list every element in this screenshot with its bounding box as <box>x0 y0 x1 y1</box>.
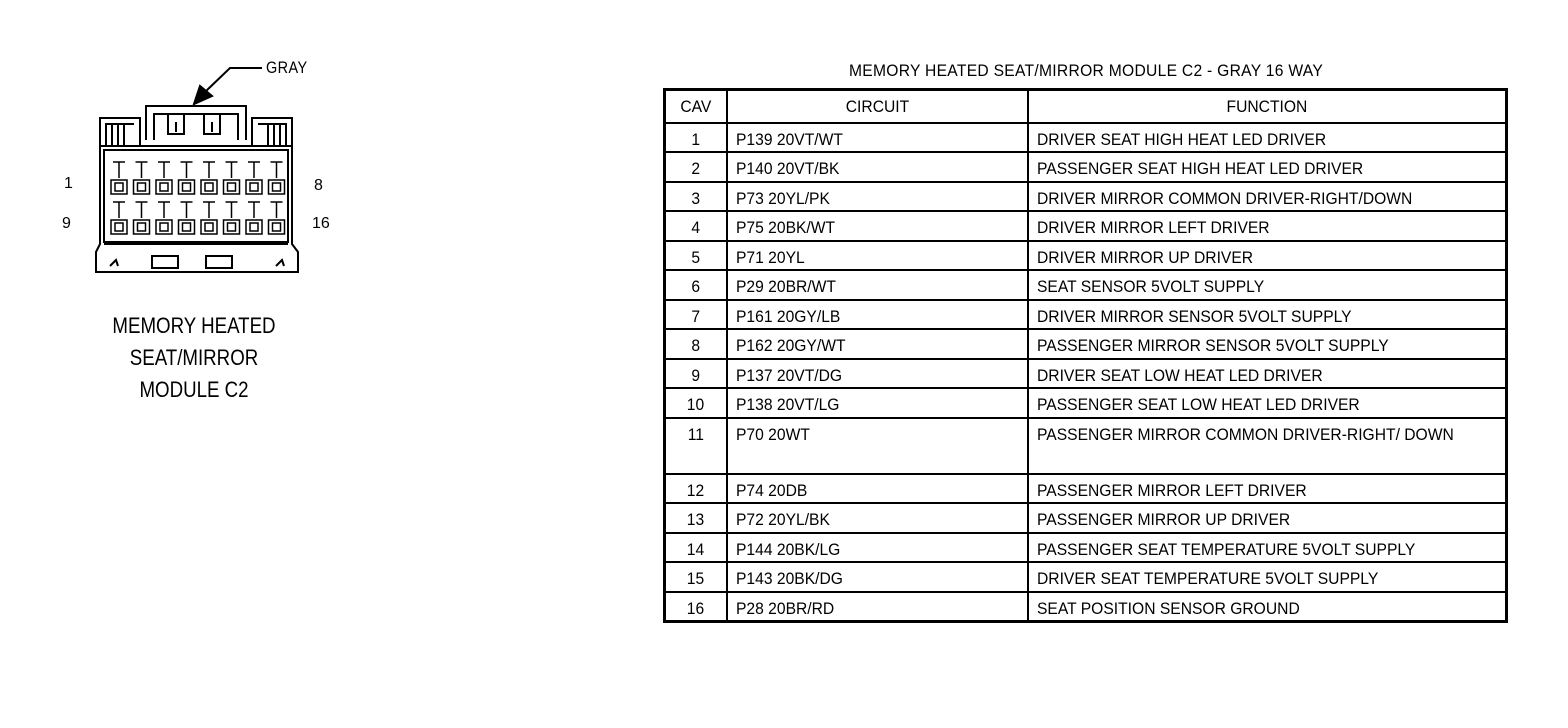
cav-cell: 7 <box>665 300 727 330</box>
cav-cell: 4 <box>665 211 727 241</box>
cav-cell: 2 <box>665 152 727 182</box>
function-cell: PASSENGER SEAT TEMPERATURE 5VOLT SUPPLY <box>1028 533 1507 563</box>
circuit-cell: P72 20YL/BK <box>727 503 1028 533</box>
cavity-row-bottom <box>111 202 285 234</box>
circuit-cell: P70 20WT <box>727 418 1028 474</box>
cavity-terminal <box>228 223 236 231</box>
table-row <box>665 418 1507 474</box>
function-cell: PASSENGER SEAT HIGH HEAT LED DRIVER <box>1028 152 1507 182</box>
table-header-row <box>665 90 1507 123</box>
circuit-cell: P161 20GY/LB <box>727 300 1028 330</box>
function-cell: PASSENGER MIRROR UP DRIVER <box>1028 503 1507 533</box>
cavity <box>156 220 172 234</box>
caption-line: MODULE C2 <box>139 377 249 402</box>
cavity-latch <box>271 202 283 218</box>
cav-cell: 12 <box>665 474 727 504</box>
cavity-latch <box>271 162 283 178</box>
cavity-latch <box>181 202 193 218</box>
cavity <box>269 180 285 194</box>
cavity <box>224 220 240 234</box>
cav-cell: 16 <box>665 592 727 622</box>
cavity-terminal <box>183 183 191 191</box>
cavity <box>134 220 150 234</box>
cavity-terminal <box>205 223 213 231</box>
table-row <box>665 123 1507 153</box>
circuit-cell: P28 20BR/RD <box>727 592 1028 622</box>
cavity-terminal <box>273 223 281 231</box>
function-cell: PASSENGER SEAT LOW HEAT LED DRIVER <box>1028 388 1507 418</box>
function-cell: DRIVER MIRROR LEFT DRIVER <box>1028 211 1507 241</box>
circuit-cell: P144 20BK/LG <box>727 533 1028 563</box>
cavity-latch <box>136 162 148 178</box>
cavity-terminal <box>205 183 213 191</box>
cavity-terminal <box>160 183 168 191</box>
cav-cell: 14 <box>665 533 727 563</box>
cav-cell: 9 <box>665 359 727 389</box>
circuit-cell: P29 20BR/WT <box>727 270 1028 300</box>
pinout-table <box>663 88 1508 623</box>
circuit-cell: P137 20VT/DG <box>727 359 1028 389</box>
table-row <box>665 388 1507 418</box>
table-row <box>665 533 1507 563</box>
cavity <box>224 180 240 194</box>
function-cell: DRIVER MIRROR COMMON DRIVER-RIGHT/DOWN <box>1028 182 1507 212</box>
cavity <box>111 180 127 194</box>
circuit-cell: P143 20BK/DG <box>727 562 1028 592</box>
pin-label-1: 1 <box>64 175 73 192</box>
cavity-terminal <box>138 183 146 191</box>
cavity <box>201 180 217 194</box>
circuit-cell: P73 20YL/PK <box>727 182 1028 212</box>
circuit-cell: P162 20GY/WT <box>727 329 1028 359</box>
cavity-terminal <box>183 223 191 231</box>
table-row <box>665 592 1507 622</box>
header-circuit: CIRCUIT <box>727 90 1028 123</box>
connector-figure <box>0 0 620 728</box>
cav-cell: 3 <box>665 182 727 212</box>
cavity-terminal <box>160 223 168 231</box>
pin-label-9: 9 <box>62 215 71 232</box>
circuit-cell: P75 20BK/WT <box>727 211 1028 241</box>
cavity-latch <box>203 202 215 218</box>
table-title: MEMORY HEATED SEAT/MIRROR MODULE C2 - GRAY 16 WAY <box>848 61 1324 80</box>
cavity-latch <box>226 202 238 218</box>
cavity-latch <box>158 202 170 218</box>
function-cell: SEAT SENSOR 5VOLT SUPPLY <box>1028 270 1507 300</box>
circuit-cell: P138 20VT/LG <box>727 388 1028 418</box>
function-cell: DRIVER SEAT LOW HEAT LED DRIVER <box>1028 359 1507 389</box>
cavity-terminal <box>273 183 281 191</box>
cavity-latch <box>113 202 125 218</box>
cav-cell: 13 <box>665 503 727 533</box>
caption-line: MEMORY HEATED <box>112 313 276 338</box>
circuit-cell: P74 20DB <box>727 474 1028 504</box>
pin-label-8: 8 <box>314 177 323 194</box>
circuit-cell: P71 20YL <box>727 241 1028 271</box>
cavity <box>111 220 127 234</box>
connector-caption <box>101 310 288 406</box>
cavity-terminal <box>250 223 258 231</box>
cav-cell: 1 <box>665 123 727 153</box>
cavity-latch <box>226 162 238 178</box>
cavity-terminal <box>138 223 146 231</box>
table-row <box>665 503 1507 533</box>
table-row <box>665 241 1507 271</box>
cavity-latch <box>248 162 260 178</box>
function-cell: PASSENGER MIRROR COMMON DRIVER-RIGHT/ DOWN <box>1028 418 1507 474</box>
cav-cell: 8 <box>665 329 727 359</box>
cav-cell: 6 <box>665 270 727 300</box>
connector-drawing <box>0 0 620 728</box>
cavity <box>156 180 172 194</box>
header-cav: CAV <box>665 90 727 123</box>
table-row <box>665 182 1507 212</box>
cavity-latch <box>136 202 148 218</box>
cavity-latch <box>248 202 260 218</box>
circuit-cell: P140 20VT/BK <box>727 152 1028 182</box>
cavity-terminal <box>115 223 123 231</box>
cavity-latch <box>158 162 170 178</box>
cavity <box>179 180 195 194</box>
header-function: FUNCTION <box>1028 90 1507 123</box>
function-cell: DRIVER SEAT HIGH HEAT LED DRIVER <box>1028 123 1507 153</box>
cav-cell: 5 <box>665 241 727 271</box>
table-row <box>665 270 1507 300</box>
function-cell: PASSENGER MIRROR LEFT DRIVER <box>1028 474 1507 504</box>
cav-cell: 15 <box>665 562 727 592</box>
connector-color-label: GRAY <box>266 58 308 77</box>
function-cell: PASSENGER MIRROR SENSOR 5VOLT SUPPLY <box>1028 329 1507 359</box>
cavity-latch <box>181 162 193 178</box>
cavity <box>134 180 150 194</box>
cav-cell: 10 <box>665 388 727 418</box>
cavity-latch <box>203 162 215 178</box>
table-row <box>665 474 1507 504</box>
cavity-latch <box>113 162 125 178</box>
table-row <box>665 152 1507 182</box>
cavity-terminal <box>228 183 236 191</box>
cavity-row-top <box>111 162 285 194</box>
table-row <box>665 329 1507 359</box>
cavity <box>246 180 262 194</box>
function-cell: DRIVER SEAT TEMPERATURE 5VOLT SUPPLY <box>1028 562 1507 592</box>
function-cell: SEAT POSITION SENSOR GROUND <box>1028 592 1507 622</box>
function-cell: DRIVER MIRROR SENSOR 5VOLT SUPPLY <box>1028 300 1507 330</box>
table-row <box>665 300 1507 330</box>
cavity <box>201 220 217 234</box>
cavity-terminal <box>250 183 258 191</box>
cavity <box>179 220 195 234</box>
cavity-terminal <box>115 183 123 191</box>
table-row <box>665 562 1507 592</box>
pin-label-16: 16 <box>312 215 330 232</box>
caption-line: SEAT/MIRROR <box>129 345 259 370</box>
table-row <box>665 359 1507 389</box>
table-row <box>665 211 1507 241</box>
cavity <box>246 220 262 234</box>
cavity <box>269 220 285 234</box>
cav-cell: 11 <box>665 418 727 474</box>
circuit-cell: P139 20VT/WT <box>727 123 1028 153</box>
function-cell: DRIVER MIRROR UP DRIVER <box>1028 241 1507 271</box>
